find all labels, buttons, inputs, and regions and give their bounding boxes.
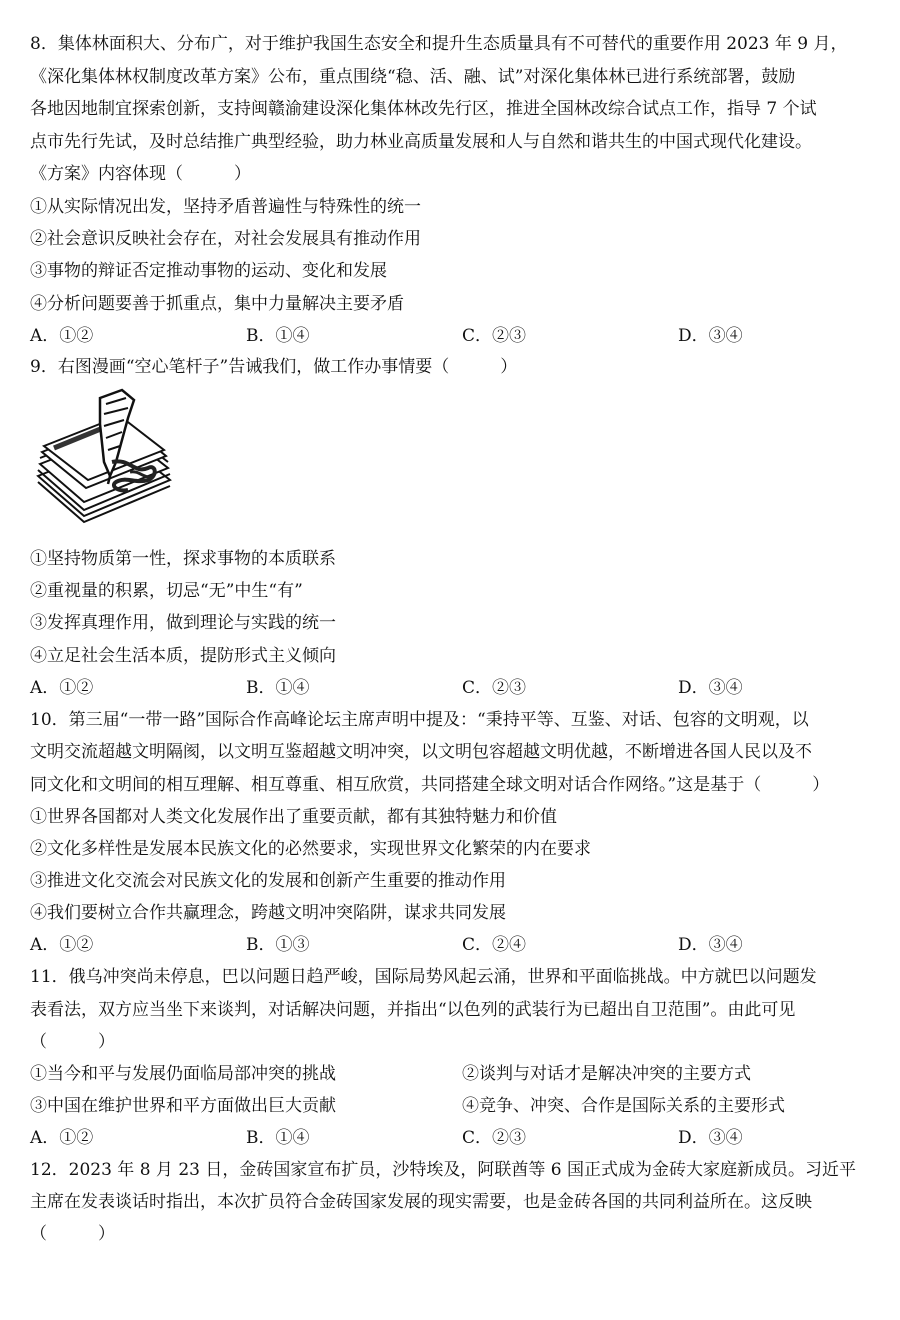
q10-item-1: ①世界各国都对人类文化发展作出了重要贡献，都有其独特魅力和价值: [30, 807, 557, 827]
q10-stem-line-2: 文明交流超越文明隔阂，以文明互鉴超越文明冲突，以文明包容超越文明优越，不断增进各国人民以及不: [30, 742, 812, 762]
q11-option-c: C．②③: [462, 1128, 527, 1148]
q9-stem-line-1: 9．右图漫画“空心笔杆子”告诫我们，做工作办事情要（ ）: [30, 357, 518, 377]
q9-options: [30, 677, 880, 699]
q9-option-d: D．③④: [678, 678, 743, 698]
q11-stem-line-3: （ ）: [30, 1032, 115, 1052]
q8-option-d: D．③④: [678, 326, 743, 346]
q10-option-d: D．③④: [678, 935, 743, 955]
q10-item-2: ②文化多样性是发展本民族文化的必然要求，实现世界文化繁荣的内在要求: [30, 839, 591, 859]
q11-item-4: ④竞争、冲突、合作是国际关系的主要形式: [462, 1096, 785, 1116]
q11-stem-line-2: 表看法，双方应当坐下来谈判，对话解决问题，并指出“以色列的武装行为已超出自卫范围”。由此可见: [30, 1000, 796, 1020]
q12-stem-line-1: 12．2023 年 8 月 23 日，金砖国家宣布扩员，沙特埃及，阿联酋等 6 国正式成为金砖大家庭新成员。习近平: [30, 1160, 856, 1180]
q11-item-2: ②谈判与对话才是解决冲突的主要方式: [462, 1064, 751, 1084]
q10-option-c: C．②④: [462, 935, 527, 955]
q11-items-row-1: [30, 1063, 880, 1085]
q11-option-d: D．③④: [678, 1128, 743, 1148]
q11-items-row-2: [30, 1095, 880, 1117]
q9-item-1: ①坚持物质第一性，探求事物的本质联系: [30, 549, 336, 569]
q10-item-3: ③推进文化交流会对民族文化的发展和创新产生重要的推动作用: [30, 871, 506, 891]
q8-option-c: C．②③: [462, 326, 527, 346]
q8-stem-line-4: 点市先行先试，及时总结推广典型经验，助力林业高质量发展和人与自然和谐共生的中国式现代化建设。: [30, 132, 812, 152]
q8-stem-line-2: 《深化集体林权制度改革方案》公布，重点围绕“稳、活、融、试”对深化集体林已进行系统部署，鼓励: [30, 67, 796, 87]
q11-item-1: ①当今和平与发展仍面临局部冲突的挑战: [30, 1064, 336, 1084]
q10-option-b: B．①③: [246, 935, 310, 955]
q10-stem-line-1: 10．第三届“一带一路”国际合作高峰论坛主席声明中提及：“秉持平等、互鉴、对话、包容的文明观，以: [30, 710, 809, 730]
q10-item-4: ④我们要树立合作共赢理念，跨越文明冲突陷阱，谋求共同发展: [30, 903, 506, 923]
q9-item-2: ②重视量的积累，切忌“无”中生“有”: [30, 581, 303, 601]
q9-option-a: A．①②: [30, 678, 94, 698]
q8-stem-line-3: 各地因地制宜探索创新，支持闽赣渝建设深化集体林改先行区，推进全国林改综合试点工作，指导 7 个试: [30, 99, 817, 119]
hollow-pen-cartoon: [30, 384, 175, 524]
q12-stem-line-3: （ ）: [30, 1224, 115, 1244]
q8-option-a: A．①②: [30, 326, 94, 346]
q9-item-3: ③发挥真理作用，做到理论与实践的统一: [30, 613, 336, 633]
q12-stem-line-2: 主席在发表谈话时指出，本次扩员符合金砖国家发展的现实需要，也是金砖各国的共同利益所在。这反映: [30, 1192, 812, 1212]
q11-option-a: A．①②: [30, 1128, 94, 1148]
q11-stem-line-1: 11．俄乌冲突尚未停息，巴以问题日趋严峻，国际局势风起云涌，世界和平面临挑战。中方就巴以问题发: [30, 967, 817, 987]
q10-option-a: A．①②: [30, 935, 94, 955]
q11-options: [30, 1127, 880, 1149]
q11-option-b: B．①④: [246, 1128, 310, 1148]
q8-option-b: B．①④: [246, 326, 310, 346]
q10-stem-line-3: 同文化和文明间的相互理解、相互尊重、相互欣赏，共同搭建全球文明对话合作网络。”这是基于（ ）: [30, 775, 830, 795]
q8-stem-line-1: 8．集体林面积大、分布广，对于维护我国生态安全和提升生态质量具有不可替代的重要作用 2023 年 9 月，: [30, 34, 848, 54]
q8-item-3: ③事物的辩证否定推动事物的运动、变化和发展: [30, 261, 387, 281]
q9-option-c: C．②③: [462, 678, 527, 698]
q9-item-4: ④立足社会生活本质，提防形式主义倾向: [30, 646, 336, 666]
q11-item-3: ③中国在维护世界和平方面做出巨大贡献: [30, 1096, 336, 1116]
q8-options: [30, 325, 880, 347]
q8-stem-line-5: 《方案》内容体现（ ）: [30, 164, 251, 184]
q10-options: [30, 934, 880, 956]
q9-option-b: B．①④: [246, 678, 310, 698]
q8-item-4: ④分析问题要善于抓重点，集中力量解决主要矛盾: [30, 294, 404, 314]
q8-item-1: ①从实际情况出发，坚持矛盾普遍性与特殊性的统一: [30, 197, 421, 217]
q8-item-2: ②社会意识反映社会存在，对社会发展具有推动作用: [30, 229, 421, 249]
